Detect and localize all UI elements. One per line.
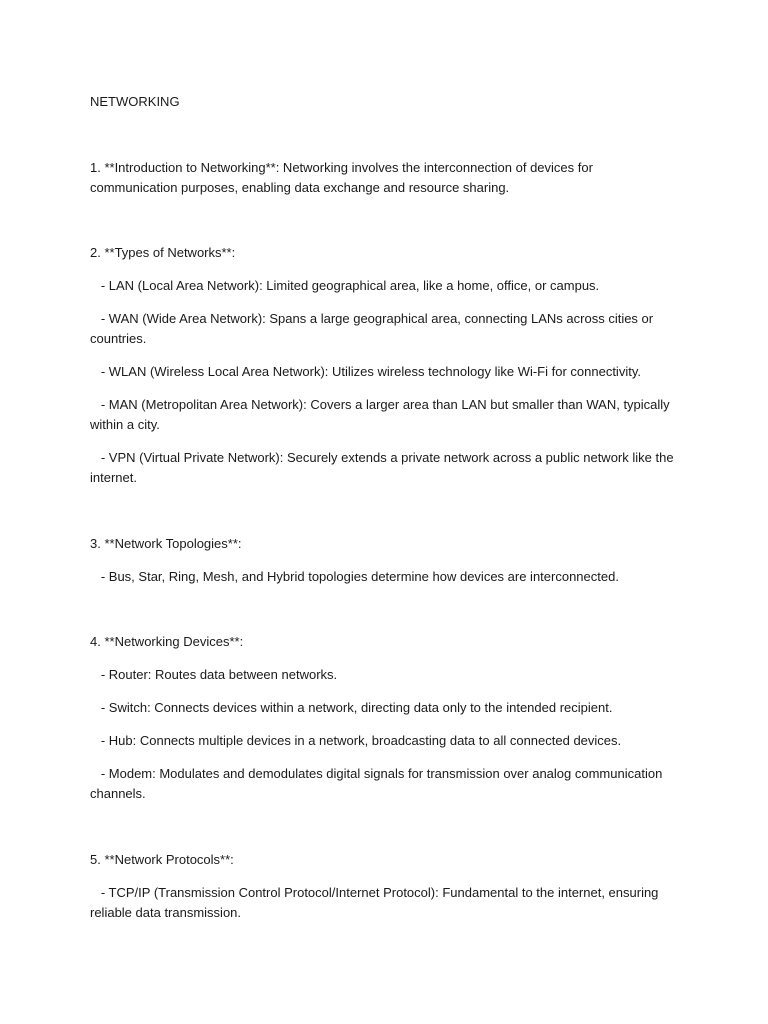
- list-item-man: - MAN (Metropolitan Area Network): Covers a larger area than LAN but smaller than WAN, typically within a city.: [90, 397, 674, 432]
- paragraph-introduction: 1. **Introduction to Networking**: Networking involves the interconnection of devices for communication purposes, enabling data exchange and resource sharing.: [90, 160, 597, 195]
- list-item-lan: - LAN (Local Area Network): Limited geographical area, like a home, office, or campus.: [90, 278, 600, 293]
- heading-network-topologies: 3. **Network Topologies**:: [90, 536, 242, 551]
- list-item-wan: - WAN (Wide Area Network): Spans a large geographical area, connecting LANs across cities or countries.: [90, 311, 657, 346]
- list-item-topologies: - Bus, Star, Ring, Mesh, and Hybrid topologies determine how devices are interconnected.: [90, 569, 619, 584]
- list-item-hub: - Hub: Connects multiple devices in a network, broadcasting data to all connected devices.: [90, 733, 622, 748]
- list-item-wlan: - WLAN (Wireless Local Area Network): Utilizes wireless technology like Wi-Fi for connectivity.: [90, 364, 641, 379]
- heading-types-of-networks: 2. **Types of Networks**:: [90, 245, 236, 260]
- list-item-vpn: - VPN (Virtual Private Network): Securely extends a private network across a public network like the internet.: [90, 450, 678, 485]
- list-item-modem: - Modem: Modulates and demodulates digital signals for transmission over analog communication channels.: [90, 766, 666, 801]
- document-title: NETWORKING: [90, 94, 180, 109]
- heading-networking-devices: 4. **Networking Devices**:: [90, 634, 244, 649]
- list-item-router: - Router: Routes data between networks.: [90, 667, 338, 682]
- heading-network-protocols: 5. **Network Protocols**:: [90, 852, 234, 867]
- list-item-switch: - Switch: Connects devices within a network, directing data only to the intended recipient.: [90, 700, 613, 715]
- list-item-tcp-ip: - TCP/IP (Transmission Control Protocol/Internet Protocol): Fundamental to the internet, ensuring reliable data transmission.: [90, 885, 663, 920]
